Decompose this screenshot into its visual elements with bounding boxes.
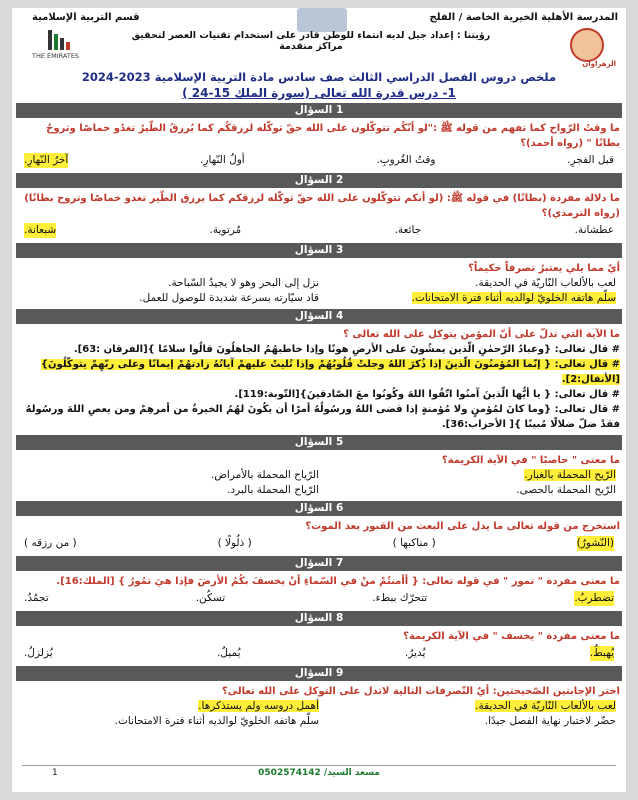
question-bar-1: 1 السؤال <box>16 103 622 118</box>
correct-option: تضطربُ. <box>574 592 614 604</box>
question-bar-8: 8 السؤال <box>16 611 622 626</box>
emirates-logo-icon <box>42 30 70 50</box>
question-bar-7: 7 السؤال <box>16 556 622 571</box>
school-name: المدرسة الأهلية الخيرية الخاصة / الفلج <box>429 12 618 23</box>
page-number: 1 <box>52 768 58 778</box>
option: حضّر لاختبار نهاية الفصل جيدًا. <box>484 715 616 727</box>
footer-divider <box>22 765 616 766</box>
option: ( مناكبها ) <box>392 537 436 549</box>
option: يُزلزلُ. <box>24 647 53 659</box>
options-7 <box>12 589 626 608</box>
options-6 <box>12 534 626 553</box>
question-text-8: ما معنى مفردة " يخسف " في الآية الكريمة؟ <box>403 631 620 642</box>
correct-option: آخرُ النّهارِ. <box>24 154 69 166</box>
option: وقتُ الغُروبِ. <box>376 154 436 166</box>
option: يُديرُ. <box>404 647 426 659</box>
emirates-logo-label: THE EMIRATES <box>32 52 80 60</box>
verse-option: # قال تعالى: {وما كانَ لمُؤمنٍ ولا مُؤمنةٍ إذا قضى اللهُ ورسُولُهُ أمرًا أن يكُونَ لهُمُ الخيرةُ من أمرهِمْ ومن يعصِ اللهَ ورسُولهُ فقدْ ضلّ ضلالًا مُبينًا }[ الأحزاب:36]. <box>25 404 620 430</box>
option: ( من رزقه ) <box>24 537 77 549</box>
option: تجمُدُ. <box>24 592 49 604</box>
correct-option: أهمل دروسه ولم يستذكرها. <box>198 700 319 712</box>
page-footer <box>12 768 626 784</box>
vision-statement: رؤيتنا : إعداد جيل لديه انتماء للوطن قادر على استخدام تقنيات العصر لتحقيق مراكز متقدمة <box>131 30 491 52</box>
option: سلّم هاتفه الخلويّ لوالديه أثناء فترة الامتحانات. <box>114 715 319 727</box>
options-2 <box>12 221 626 240</box>
correct-option: شبعانة. <box>24 224 57 236</box>
options-9 <box>12 699 626 729</box>
option: قاد سيّارته بسرعة شديدة للوصول للعمل. <box>139 292 319 304</box>
correct-verse-option: # قال تعالى: { إنّما المُؤمنُونَ الّذينَ إذا ذُكرَ اللهُ وجلتْ قُلُوبُهُمْ وإذا تُليتْ عليهمْ آياتُهُ زادتهُمْ إيمانًا وعلى ربّهِمْ يتوكّلُونَ} [الأنفال:2]. <box>40 359 620 385</box>
option: لعب بالألعاب النّاريّة في الحديقة. <box>475 277 616 289</box>
school-logo-icon <box>570 28 604 62</box>
correct-option: سلّم هاتفه الخلويّ لوالديه أثناء فترة الامتحانات. <box>411 292 616 304</box>
option: عطشانة. <box>574 224 614 236</box>
verse-option: # قال تعالى: {وعبادُ الرّحمٰنِ الّذين يمشُونَ على الأرضِ هونًا وإذا خاطبهُمُ الجاهلُونَ قالُوا سلامًا }[الفرقان :63]. <box>73 344 620 355</box>
options-1 <box>12 151 626 170</box>
option: جائعة. <box>394 224 422 236</box>
question-text-3: أيٌ مما يلي يعتبرُ تصرفاً حكيماً؟ <box>468 263 620 274</box>
question-text-6: استخرج من قوله تعالى ما يدل على البعث من القبور بعد الموت؟ <box>305 521 620 532</box>
school-logo-label: الزهراوان <box>582 60 616 68</box>
question-text-7: ما معنى مفردة " تمور " في قوله تعالى: { أأمنتُمْ منْ في السّماءِ أنْ يخسفَ بكُمُ الأرضَ فإذا هيَ تمُورُ } [الملك:16]. <box>56 576 620 587</box>
option: تتحرّك ببطء. <box>372 592 428 604</box>
question-text-9: اختر الإجابتين الصّحيحتين: أيٌ التّصرفات التالية لاتدل على التوكل على الله تعالى؟ <box>221 686 620 697</box>
correct-option: (النّشورُ) <box>576 537 614 549</box>
school-crest-icon <box>297 8 347 32</box>
verse-option: # قال تعالى: { يا أيُّها الّذينَ آمنُوا اتّقُوا اللهَ وكُونُوا معَ الصّادقينَ}[التّوبة:119]. <box>234 389 620 400</box>
correct-option: يُهبطُ. <box>589 647 614 659</box>
correct-option: الرّيح المحملة بالغبار. <box>524 469 616 481</box>
option: الرّياح المحملة بالأمراض. <box>210 469 319 481</box>
lesson-title: 1- درس قدرة الله تعالى (سورة الملك 15-24 ) <box>182 86 456 100</box>
teacher-contact: مسعد السيد/ 0502574142 <box>258 768 380 778</box>
option: أولُ النّهارِ. <box>200 154 245 166</box>
option: مُرتوية. <box>209 224 242 236</box>
question-bar-3: 3 السؤال <box>16 243 622 258</box>
correct-option: لعب بالألعاب النّاريّة في الحديقة. <box>475 700 616 712</box>
option: الرّيح المحملة بالحصى. <box>516 484 616 496</box>
option: نزل إلى البحر وهو لا يجيدُ السّباحة. <box>168 277 319 289</box>
question-bar-5: 5 السؤال <box>16 435 622 450</box>
option: الرّياح المحملة بالبرد. <box>227 484 319 496</box>
question-bar-9: 9 السؤال <box>16 666 622 681</box>
worksheet-page <box>12 8 626 792</box>
department-name: قسم التربية الإسلامية <box>32 12 140 23</box>
option: تسكُن. <box>195 592 226 604</box>
question-bar-6: 6 السؤال <box>16 501 622 516</box>
question-text-1: ما وقتُ الرّواح كما تفهم من قوله ﷺ :"لو أنّكُم تتوكّلون على الله حقّ توكّله لرزقكُم كما يُرزقُ الطّيرُ تغدُو خماصًا وتروحُ بطانًا " (رواه أحمد)؟ <box>46 123 620 149</box>
options-8 <box>12 644 626 663</box>
question-bar-4: 4 السؤال <box>16 309 622 324</box>
option: قبل الفجرِ. <box>567 154 614 166</box>
option: يُميلُ. <box>217 647 241 659</box>
option: ( ذلُولًا ) <box>217 537 252 549</box>
page-header <box>12 8 626 70</box>
question-bar-2: 2 السؤال <box>16 173 622 188</box>
question-text-2: ما دلالة مفردة (بطانًا) في قوله ﷺ: (لو أنكم تتوكّلون على الله حقّ توكّله لرزقكم كما يرزق الطّير تغدو خماصًا وتروح بطانًا) (رواه الترمذي)؟ <box>24 193 620 219</box>
question-text-5: ما معنى " حاصبًا " في الآية الكريمة؟ <box>441 455 620 466</box>
page-title: ملخص دروس الفصل الدراسي الثالث صف سادس مادة التربية الإسلامية 2023-2024 <box>81 70 557 84</box>
options-5 <box>12 468 626 498</box>
options-3 <box>12 276 626 306</box>
question-text-4: ما الآية التي تدلّ على أنّ المؤمن يتوكل على الله تعالى ؟ <box>343 329 620 340</box>
